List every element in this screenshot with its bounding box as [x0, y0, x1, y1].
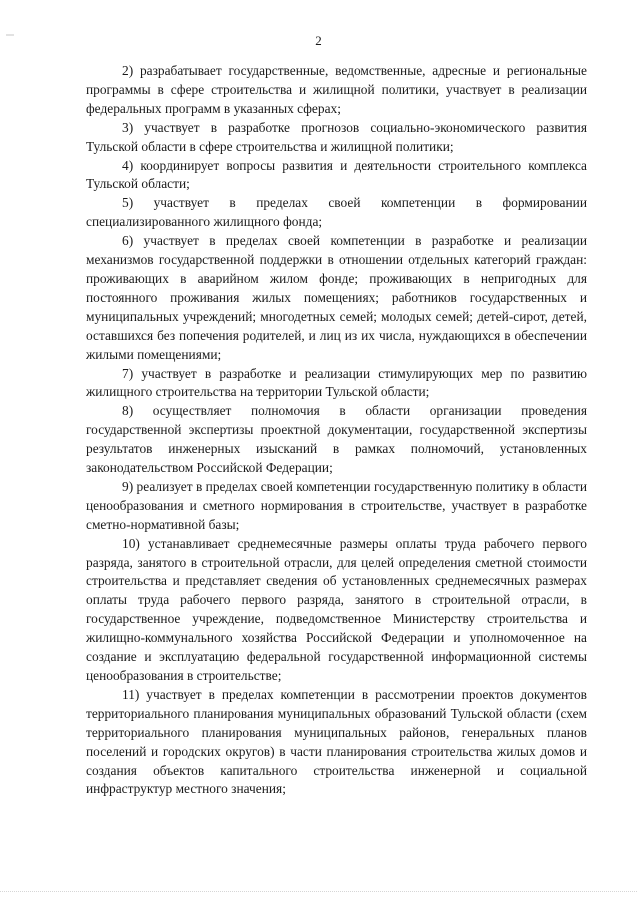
- paragraph-item-6: 6) участвует в пределах своей компетенции в разработке и реализации механизмов государственной поддержки в отношении отдельных категорий граждан: проживающих в аварийном жилом фонде; проживающих в непригодных для постоянного проживания жилых помещениях; работников государственных и муниципальных учреждений; многодетных семей; молодых семей; детей-сирот, детей, оставшихся без попечения родителей, и лиц из их числа, нуждающихся в обеспечении жилыми помещениями;: [86, 233, 587, 362]
- page-number: 2: [315, 33, 322, 48]
- paragraph-item-11: 11) участвует в пределах компетенции в рассмотрении проектов документов территориального планирования муниципальных образований Тульской области (схем территориального планирования муниципальных районов, генеральных планов поселений и городских округов) в части планирования строительства жилых домов и создания объектов капитального строительства инженерной и социальной инфраструктур местного значения;: [86, 686, 587, 797]
- paragraph-item-10: 10) устанавливает среднемесячные размеры оплаты труда рабочего первого разряда, занятого в строительной отрасли, для целей определения сметной стоимости строительства и представляет сведения об установленных среднемесячных размерах оплаты труда рабочего первого разряда, занятого в строительной отрасли, в государственное учреждение, подведомственное Министерству строительства и жилищно-коммунального хозяйства Российской Федерации и уполномоченное на создание и эксплуатацию федеральной государственной информационной системы ценообразования в строительстве;: [86, 535, 587, 683]
- document-body: [86, 62, 587, 799]
- paragraph-item-5: 5) участвует в пределах своей компетенции в формировании специализированного жилищного фонда;: [86, 195, 587, 230]
- paragraph-item-9: 9) реализует в пределах своей компетенции государственную политику в области ценообразования и сметного нормирования в строительстве, участвует в разработке сметно-нормативной базы;: [86, 478, 587, 532]
- paragraph-item-7: 7) участвует в разработке и реализации стимулирующих мер по развитию жилищного строительства на территории Тульской области;: [86, 365, 587, 400]
- paragraph-item-2: 2) разрабатывает государственные, ведомственные, адресные и региональные программы в сфере строительства и жилищной политики, участвует в реализации федеральных программ в указанных сферах;: [86, 63, 587, 116]
- paragraph-item-4: 4) координирует вопросы развития и деятельности строительного комплекса Тульской области;: [86, 157, 587, 192]
- scan-edge-line: [0, 891, 637, 893]
- paragraph-item-8: 8) осуществляет полномочия в области организации проведения государственной экспертизы проектной документации, государственной экспертизы результатов инженерных изысканий в рамках полномочий, установленных законодательством Российской Федерации;: [86, 403, 587, 476]
- paragraph-item-3: 3) участвует в разработке прогнозов социально-экономического развития Тульской области в сфере строительства и жилищной политики;: [86, 119, 587, 154]
